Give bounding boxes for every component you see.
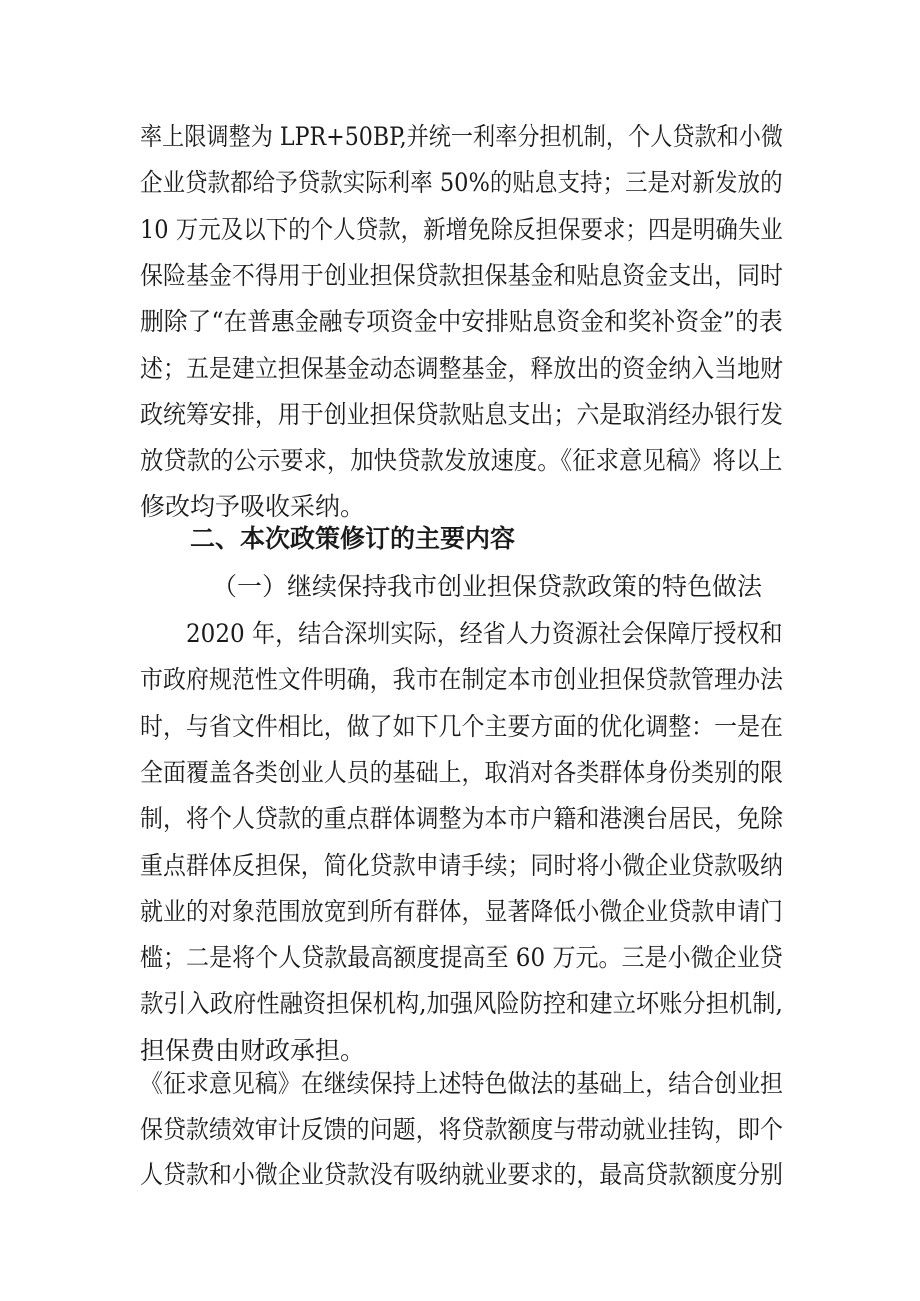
paragraph-line: 保险基金不得用于创业担保贷款担保基金和贴息资金支出，同时 bbox=[140, 260, 784, 290]
paragraph-line: 制，将个人贷款的重点群体调整为本市户籍和港澳台居民，免除 bbox=[140, 804, 784, 834]
paragraph-line: 修改均予吸收采纳。 bbox=[140, 492, 366, 522]
paragraph-line: 全面覆盖各类创业人员的基础上，取消对各类群体身份类别的限 bbox=[140, 757, 784, 787]
paragraph-line: 款引入政府性融资担保机构,加强风险防控和建立坏账分担机制, bbox=[140, 989, 783, 1019]
paragraph-line: 槛；二是将个人贷款最高额度提高至 60 万元。三是小微企业贷 bbox=[140, 943, 783, 973]
paragraph-line: 删除了“在普惠金融专项资金中安排贴息资金和奖补资金”的表 bbox=[140, 307, 783, 337]
paragraph-line: 就业的对象范围放宽到所有群体，显著降低小微企业贷款申请门 bbox=[140, 896, 784, 926]
paragraph-line: 10 万元及以下的个人贷款，新增免除反担保要求；四是明确失业 bbox=[140, 214, 783, 244]
paragraph-line: 重点群体反担保，简化贷款申请手续；同时将小微企业贷款吸纳 bbox=[140, 850, 784, 880]
paragraph-line: 政统筹安排，用于创业担保贷款贴息支出；六是取消经办银行发 bbox=[140, 399, 784, 429]
paragraph-line: 企业贷款都给予贷款实际利率 50%的贴息支持；三是对新发放的 bbox=[140, 168, 783, 198]
paragraph-line: 时，与省文件相比，做了如下几个主要方面的优化调整：一是在 bbox=[140, 711, 784, 741]
paragraph-line: 率上限调整为 LPR+50BP,并统一利率分担机制，个人贷款和小微 bbox=[140, 122, 784, 151]
section-heading: 二、本次政策修订的主要内容 bbox=[190, 524, 516, 553]
paragraph-line: 《征求意见稿》在继续保持上述特色做法的基础上，结合创业担 bbox=[140, 1069, 784, 1098]
paragraph-line: 担保费由财政承担。 bbox=[140, 1035, 366, 1065]
paragraph-line: 2020 年，结合深圳实际，经省人力资源社会保障厅授权和 bbox=[186, 619, 783, 648]
paragraph-line: 人贷款和小微企业贷款没有吸纳就业要求的，最高贷款额度分别 bbox=[140, 1160, 784, 1189]
paragraph-line: 述；五是建立担保基金动态调整基金，释放出的资金纳入当地财 bbox=[140, 353, 784, 383]
subsection-heading: （一）继续保持我市创业担保贷款政策的特色做法 bbox=[212, 572, 763, 601]
paragraph-line: 放贷款的公示要求，加快贷款发放速度。《征求意见稿》将以上 bbox=[140, 446, 783, 476]
paragraph-line: 保贷款绩效审计反馈的问题，将贷款额度与带动就业挂钩，即个 bbox=[140, 1115, 784, 1144]
paragraph-line: 市政府规范性文件明确，我市在制定本市创业担保贷款管理办法 bbox=[140, 665, 784, 695]
